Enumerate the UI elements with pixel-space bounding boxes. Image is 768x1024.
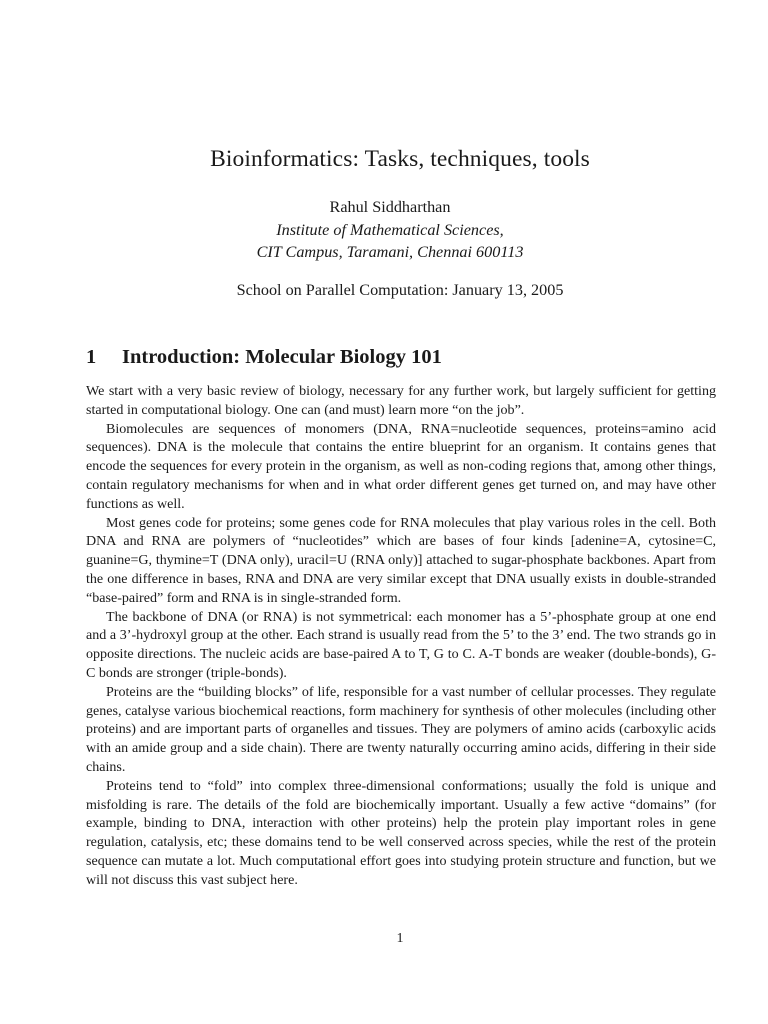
section-heading [86, 344, 442, 370]
section-title: Introduction: Molecular Biology 101 [122, 346, 442, 368]
body-text [86, 382, 716, 890]
affiliation-line-1: Institute of Mathematical Sciences, [276, 221, 504, 239]
paragraph: Biomolecules are sequences of monomers (DNA, RNA=nucleotide sequences, proteins=amino acid sequences). DNA is the molecule that contains the entire blueprint for an organism. It contains genes that encode the sequences for every protein in the organism, as well as non-coding regions that, among other things, contain regulatory mechanisms for when and in what order different genes get turned on, and may have other functions as well. [86, 420, 716, 512]
paragraph: Proteins tend to “fold” into complex three-dimensional conformations; usually the fold is unique and misfolding is rare. The details of the fold are biochemically important. Usually a few active “domains” (for example, binding to DNA, interaction with other proteins) help the protein play important roles in gene regulation, catalysis, etc; these domains tend to be well conserved across species, while the rest of the protein sequence can mutate a lot. Much computational effort goes into studying protein structure and function, but we will not discuss this vast subject here. [86, 777, 716, 888]
event-date-line: School on Parallel Computation: January 13, 2005 [236, 281, 564, 299]
page-number: 1 [396, 931, 404, 946]
author-name: Rahul Siddharthan [329, 198, 451, 216]
paragraph: We start with a very basic review of biology, necessary for any further work, but largely sufficient for getting started in computational biology. One can (and must) learn more “on the job”. [86, 383, 716, 418]
paper-title: Bioinformatics: Tasks, techniques, tools [210, 146, 590, 172]
paragraph: Proteins are the “building blocks” of life, responsible for a vast number of cellular processes. They regulate genes, catalyse various biochemical reactions, form machinery for synthesis of other molecules (including other proteins) and are important parts of organelles and tissues. They are polymers of amino acids (carboxylic acids with an amide group and a side chain). There are twenty naturally occurring amino acids, differing in their side chains. [86, 683, 716, 775]
paragraph: Most genes code for proteins; some genes code for RNA molecules that play various roles in the cell. Both DNA and RNA are polymers of “nucleotides” which are bases of four kinds [adenine=A, cytosine=C, guanine=G, thymine=T (DNA only), uracil=U (RNA only)] attached to sugar-phosphate backbones. Apart from the one difference in bases, RNA and DNA are very similar except that DNA usually exists in double-stranded “base-paired” form and RNA is in single-stranded form. [86, 514, 716, 606]
paragraph: The backbone of DNA (or RNA) is not symmetrical: each monomer has a 5’-phosphate group at one end and a 3’-hydroxyl group at the other. Each strand is usually read from the 5’ to the 3’ end. The two strands go in opposite directions. The nucleic acids are base-paired A to T, G to C. A-T bonds are weaker (double-bonds), G-C bonds are stronger (triple-bonds). [86, 608, 716, 681]
section-number: 1 [86, 346, 97, 368]
affiliation-line-2: CIT Campus, Taramani, Chennai 600113 [256, 243, 524, 261]
